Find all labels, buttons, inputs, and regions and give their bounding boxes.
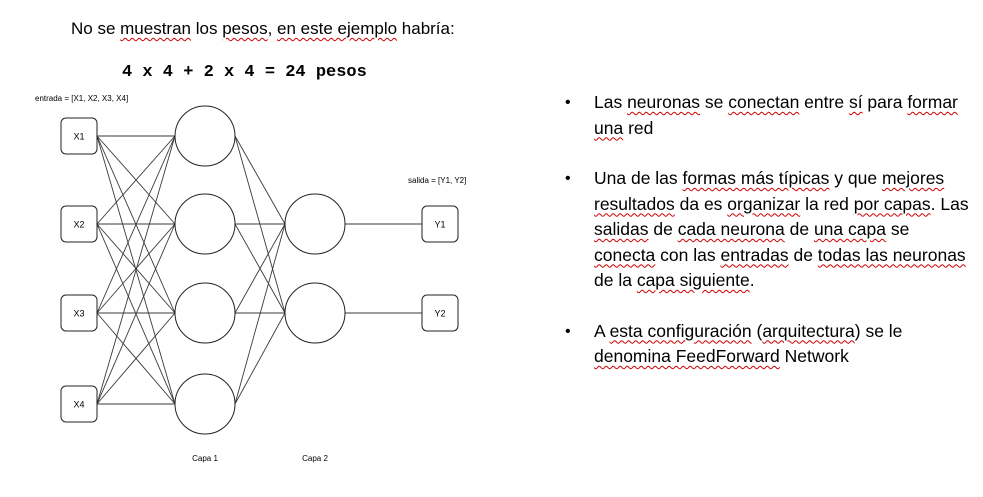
spellcheck-text: formas más típicas <box>682 168 830 188</box>
text-run: Network <box>779 346 849 366</box>
spellcheck-text: entradas <box>720 244 789 265</box>
spellcheck-text: por capas <box>853 193 931 214</box>
layer1-neuron <box>175 374 235 434</box>
bullet-list <box>565 90 970 395</box>
input-caption: entrada = [X1, X2, X3, X4] <box>35 94 129 103</box>
spellcheck-text: cada neurona <box>677 219 785 239</box>
captions <box>35 94 466 463</box>
spellcheck-text: en este ejemplo <box>277 19 398 38</box>
text-run: y que <box>829 168 882 188</box>
output-node-label: Y1 <box>434 219 446 230</box>
text-run: , <box>267 19 278 38</box>
layer2-neuron <box>285 283 345 343</box>
spellcheck-text: denomina FeedForward <box>594 346 780 366</box>
spellcheck-text: mejores resultados <box>594 168 945 214</box>
text-run: se <box>700 92 729 112</box>
edge-layer1-to-layer2 <box>235 224 285 404</box>
edge-layer1-to-layer2 <box>235 313 285 404</box>
spellcheck-text: organizar <box>727 193 801 214</box>
spellcheck-text: muestran <box>120 19 192 38</box>
spellcheck-text: formar una <box>594 92 958 138</box>
input-node-label: X4 <box>73 399 85 410</box>
bullet-item <box>565 90 970 141</box>
output-node-label: Y2 <box>434 308 446 319</box>
spellcheck-text: una capa <box>813 219 886 239</box>
connections <box>97 136 422 404</box>
text-run: No se <box>71 19 121 38</box>
layer2-caption: Capa 2 <box>302 454 328 463</box>
text-run: Las <box>594 92 628 112</box>
text-run: para <box>862 92 908 112</box>
text-run: se <box>885 219 910 239</box>
text-run: de la <box>594 270 637 290</box>
layer2-neuron <box>285 194 345 254</box>
output-caption: salida = [Y1, Y2] <box>408 176 467 185</box>
text-run: . Las <box>930 193 969 214</box>
edge-layer1-to-layer2 <box>235 136 285 313</box>
text-run: Una de las <box>594 168 683 188</box>
layer1-neuron <box>175 283 235 343</box>
text-run: habría: <box>397 19 455 38</box>
text-run: ) se le <box>854 320 903 341</box>
weights-formula: 4 x 4 + 2 x 4 = 24 pesos <box>122 63 367 82</box>
text-run: de <box>648 219 678 239</box>
layer1-neuron <box>175 194 235 254</box>
spellcheck-text: salidas <box>594 219 649 239</box>
text-run: de <box>788 244 818 265</box>
text-run: A <box>594 320 610 341</box>
spellcheck-text: neuronas <box>627 92 701 112</box>
text-run: da es <box>674 193 728 214</box>
spellcheck-text: pesos <box>222 19 268 38</box>
text-run: entre <box>799 92 849 112</box>
text-run: los <box>191 19 223 38</box>
edge-layer1-to-layer2 <box>235 136 285 224</box>
bullet-item <box>565 319 970 370</box>
input-node-label: X2 <box>73 219 85 230</box>
spellcheck-text: sí <box>848 92 863 112</box>
input-node-label: X3 <box>73 308 85 319</box>
input-node-label: X1 <box>73 131 85 142</box>
spellcheck-text: capa siguiente <box>636 270 750 290</box>
bullet-item <box>565 166 970 294</box>
text-run: la red <box>800 193 854 214</box>
spellcheck-text: conecta <box>594 244 656 265</box>
spellcheck-text: esta configuración <box>609 320 752 341</box>
spellcheck-text: arquitectura <box>762 320 855 341</box>
text-run: ( <box>751 320 763 341</box>
spellcheck-text: todas las neuronas <box>817 244 966 265</box>
text-run: . <box>749 270 755 290</box>
spellcheck-text: conectan <box>728 92 800 112</box>
text-run: red <box>623 117 654 138</box>
text-run: de <box>784 219 814 239</box>
text-run: con las <box>655 244 721 265</box>
layer1-neuron <box>175 106 235 166</box>
layer1-caption: Capa 1 <box>192 454 218 463</box>
